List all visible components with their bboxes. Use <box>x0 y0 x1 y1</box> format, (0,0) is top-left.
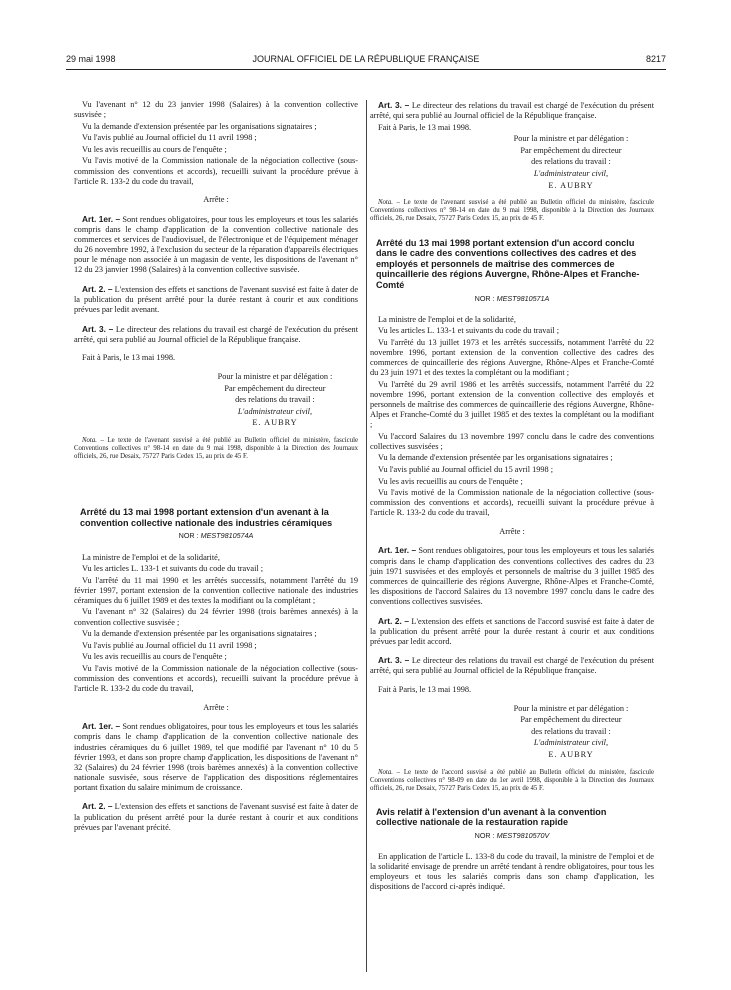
nor-prefix: NOR : <box>178 531 199 541</box>
signature-line: des relations du travail : <box>531 726 611 736</box>
article-label: Art. 3. – <box>378 655 410 666</box>
visa: Vu l'avis publié au Journal officiel du 15 avril 1998 ; <box>378 464 554 474</box>
signature-line: Pour la ministre et par délégation : <box>217 371 333 381</box>
preamble: La ministre de l'emploi et de la solidarité, <box>82 552 220 562</box>
nor-prefix: NOR : <box>474 831 495 841</box>
article-2 <box>74 284 358 315</box>
signature-block <box>74 372 358 428</box>
nota-text: Le texte de l'avenant susvisé a été publié au Bulletin officiel du ministère, fascicule Conventions collectives n° 98-14 en date du 9 mai 1998, disponible à la Direction des Journaux officiels, 26, rue Desaix, 75727 Paris Cedex 15, au prix de 45 F. <box>370 199 655 223</box>
article-2 <box>370 616 654 647</box>
visa: Vu l'avis publié au Journal officiel du 11 avril 1998 ; <box>82 640 257 650</box>
signature-line: des relations du travail : <box>531 157 611 167</box>
article-label: Art. 1er. – <box>82 721 121 732</box>
visa: Vu l'avenant n° 32 (Salaires) du 24 février 1998 (trois barèmes annexés) à la convention collective susvisée ; <box>74 607 358 627</box>
article-3 <box>370 100 654 121</box>
article-label: Art. 2. – <box>82 283 113 294</box>
signature-line: L'administrateur civil, <box>237 406 313 416</box>
nor-line <box>370 831 654 841</box>
header-rule <box>66 69 666 70</box>
article-1 <box>74 721 358 793</box>
visa: Vu les avis recueillis au cours de l'enquête ; <box>82 144 227 154</box>
arrete-heading: Arrête : <box>203 195 229 205</box>
page-header <box>66 52 666 66</box>
fait-line: Fait à Paris, le 13 mai 1998. <box>378 122 472 132</box>
article-text: Sont rendues obligatoires, pour tous les employeurs et tous les salariés compris dans le champ d'application de la convention collective nationale des commerces et services de l'audiovisuel, de l'électronique et de l'équipement ménager du 26 novembre 1992, à l'exclusion du secteur de la réparation d'appareils électriques pour le ménage non associée à un magasin de vente, les dispositions de l'avenant n° 12 du 23 janvier 1998 (Salaires) à la convention collective susvisée. <box>74 214 359 275</box>
article-label: Art. 3. – <box>378 100 410 110</box>
preamble: La ministre de l'emploi et de la solidarité, <box>378 314 516 324</box>
visa: Vu la demande d'extension présentée par les organisations signataires ; <box>82 629 317 639</box>
page-number: 8217 <box>645 54 666 64</box>
visa: Vu l'avenant n° 12 du 23 janvier 1998 (Salaires) à la convention collective susvisée ; <box>74 100 358 120</box>
signatory-name: E. AUBRY <box>548 180 594 190</box>
article-label: Art. 1er. – <box>82 213 121 224</box>
visa: Vu l'avis publié au Journal officiel du 11 avril 1998 ; <box>82 133 257 143</box>
issue-date: 29 mai 1998 <box>66 54 116 64</box>
article-text: Sont rendues obligatoires, pour tous les employeurs et tous les salariés compris dans le champ d'application de la convention collective nationale des industries céramiques du 6 juillet 1989, tel que modifié par l'avenant n° 10 du 5 février 1993, et dans son propre champ d'application, les dispositions de l'avenant n° 32 (Salaires) du 24 février 1998 (trois barèmes annexés) à la convention collective nationale susvisée, sous réserve de l'application des dispositions réglementaires portant fixation du salaire minimum de croissance. <box>74 722 359 792</box>
signature-line: Par empêchement du directeur <box>520 145 622 155</box>
article-text: L'extension des effets et sanctions de l'avenant susvisé est faite à dater de la publication du présent arrêté pour la durée restant à courir et aux conditions prévues par ledit avenant. <box>74 284 359 315</box>
nota-label: Nota. – <box>82 436 104 444</box>
arrete-heading: Arrête : <box>499 526 525 536</box>
article-label: Art. 3. – <box>82 323 114 334</box>
signature-line: Pour la ministre et par délégation : <box>513 134 629 144</box>
article-text: Le directeur des relations du travail est chargé de l'exécution du présent arrêté, qui sera publié au Journal officiel de la République française. <box>370 101 655 121</box>
signature-block <box>370 704 654 760</box>
notice-title: Avis relatif à l'extension d'un avenant à la convention collective nationale de la restauration rapide <box>376 806 607 828</box>
signature-line: L'administrateur civil, <box>533 738 609 748</box>
nota-text: Le texte de l'avenant susvisé a été publié au Bulletin officiel du ministère, fascicule Conventions collectives n° 98-14 en date du 9 mai 1998, disponible à la Direction des Journaux officiels, 26, rue Desaix, 75727 Paris Cedex 15, au prix de 45 F. <box>74 436 359 461</box>
nor-code: MEST9810574A <box>200 531 254 541</box>
column-divider <box>366 100 367 972</box>
article-label: Art. 1er. – <box>378 545 417 556</box>
decree-title: Arrêté du 13 mai 1998 portant extension d'un avenant à la convention collective nationale des industries céramiques <box>80 507 333 528</box>
article-label: Art. 2. – <box>378 615 410 626</box>
article-1 <box>74 214 358 276</box>
article-1 <box>370 545 654 607</box>
visa: Vu les articles L. 133-1 et suivants du code du travail ; <box>82 564 264 574</box>
signature-line: Par empêchement du directeur <box>520 715 622 725</box>
nor-line <box>74 531 358 541</box>
visa: Vu la demande d'extension présentée par les organisations signataires ; <box>378 453 613 463</box>
visa: Vu l'avis motivé de la Commission nationale de la négociation collective (sous-commission des conventions et accords), recueilli suivant la procédure prévue à l'article R. 133-2 du code du travail, <box>370 488 654 518</box>
signatory-name: E. AUBRY <box>548 749 594 759</box>
nor-code: MEST9810570V <box>496 831 550 841</box>
nota <box>74 437 358 461</box>
signature-line: L'administrateur civil, <box>533 169 609 179</box>
arrete-heading: Arrête : <box>203 702 229 712</box>
signature-block <box>370 134 654 190</box>
visa: Vu les avis recueillis au cours de l'enquête ; <box>378 476 523 486</box>
visa: Vu la demande d'extension présentée par les organisations signataires ; <box>82 121 317 131</box>
visa: Vu les articles L. 133-1 et suivants du code du travail ; <box>378 326 560 336</box>
decree-title: Arrêté du 13 mai 1998 portant extension d'un accord conclu dans le cadre des conventions collectives des cadres et des employés et personnels de maîtrise des commerces de quincaillerie des régions Auvergne, Rhône-Alpes et Franche-Comté <box>376 237 640 290</box>
nota-label: Nota. – <box>378 199 400 207</box>
article-text: Le directeur des relations du travail est chargé de l'exécution du présent arrêté, qui sera publié au Journal officiel de la République française. <box>370 656 655 676</box>
nor-code: MEST9810571A <box>496 293 550 303</box>
visa: Vu l'arrêté du 13 juillet 1973 et les arrêtés successifs, notamment l'arrêté du 22 novembre 1996, portant extension de la convention collective des cadres des commerces de quincaillerie des régions Auvergne, Rhône-Alpes et Franche-Comté du 23 juin 1971 et des textes la complétant ou la modifiant ; <box>370 337 654 378</box>
nor-prefix: NOR : <box>474 293 495 303</box>
signature-line: Pour la ministre et par délégation : <box>513 703 629 713</box>
signatory-name: E. AUBRY <box>252 418 298 428</box>
article-3 <box>370 655 654 676</box>
visa: Vu l'avis motivé de la Commission nationale de la négociation collective (sous-commission des conventions et accords), recueilli suivant la procédure prévue à l'article R. 133-2 du code du travail, <box>74 663 358 694</box>
right-column <box>370 100 654 894</box>
fait-line: Fait à Paris, le 13 mai 1998. <box>82 353 176 363</box>
article-label: Art. 2. – <box>82 801 113 812</box>
article-text: L'extension des effets et sanctions de l'avenant susvisé est faite à dater de la publication du présent arrêté pour la durée restant à courir et aux conditions prévues par l'avenant précité. <box>74 802 359 832</box>
article-text: Le directeur des relations du travail est chargé de l'exécution du présent arrêté, qui sera publié au Journal officiel de la République française. <box>74 324 359 344</box>
journal-title: JOURNAL OFFICIEL DE LA RÉPUBLIQUE FRANÇAISE <box>252 54 480 64</box>
visa: Vu l'arrêté du 11 mai 1990 et les arrêtés successifs, notamment l'arrêté du 19 février 1997, portant extension de la convention collective nationale des industries céramiques du 6 juillet 1989 et des textes la modifiant ou la complétant ; <box>74 575 358 605</box>
left-column <box>74 100 358 834</box>
visa: Vu les avis recueillis au cours de l'enquête ; <box>82 652 227 662</box>
article-text: Sont rendues obligatoires, pour tous les employeurs et tous les salariés compris dans le champ d'application des conventions collectives des cadres du 23 juin 1971 susvisées et des employés et personnels de maîtrise du 3 juillet 1985 des commerces de quincaillerie des régions Auvergne, Rhône-Alpes et Franche-Comté, les dispositions de l'accord Salaires du 13 novembre 1997 conclu dans le cadre des conventions collectives susvisées. <box>370 546 655 606</box>
nota-text: Le texte de l'accord susvisé a été publié au Bulletin officiel du ministère, fascicule Conventions collectives n° 98-09 en date du 1er avril 1998, disponible à la Direction des Journaux officiels, 26, rue Desaix, 75727 Paris Cedex 15, au prix de 45 F. <box>370 768 655 792</box>
fait-line: Fait à Paris, le 13 mai 1998. <box>378 685 472 694</box>
visa: Vu l'arrêté du 29 avril 1986 et les arrêtés successifs, notamment l'arrêté du 22 novembre 1996, portant extension de la convention collective des employés et personnels de maîtrise des commerces de quincaillerie des régions Auvergne, Rhône-Alpes et Franche-Comté du 3 juillet 1985 et des textes la complétant ou la modifiant ; <box>370 379 654 430</box>
visa: Vu l'accord Salaires du 13 novembre 1997 conclu dans le cadre des conventions collectives susvisées ; <box>370 431 654 451</box>
nota <box>370 199 654 223</box>
article-3 <box>74 324 358 345</box>
notice-text: En application de l'article L. 133-8 du code du travail, la ministre de l'emploi et de la solidarité envisage de prendre un arrêté tendant à rendre obligatoires, pour tous les employeurs et tous les salariés compris dans son champ d'application, les dispositions de l'accord ci-après indiqué. <box>370 852 654 892</box>
signature-line: Par empêchement du directeur <box>224 383 326 393</box>
article-2 <box>74 801 358 832</box>
nor-line <box>370 294 654 304</box>
nota-label: Nota. – <box>378 768 401 776</box>
nota <box>370 769 654 793</box>
signature-line: des relations du travail : <box>235 395 315 405</box>
visa: Vu l'avis motivé de la Commission nationale de la négociation collective (sous-commission des conventions et accords), recueilli suivant la procédure prévue à l'article R. 133-2 du code du travail, <box>74 156 358 186</box>
article-text: L'extension des effets et sanctions de l'accord susvisé est faite à dater de la publication du présent arrêté pour la durée restant à courir et aux conditions prévues par ledit accord. <box>370 616 654 646</box>
